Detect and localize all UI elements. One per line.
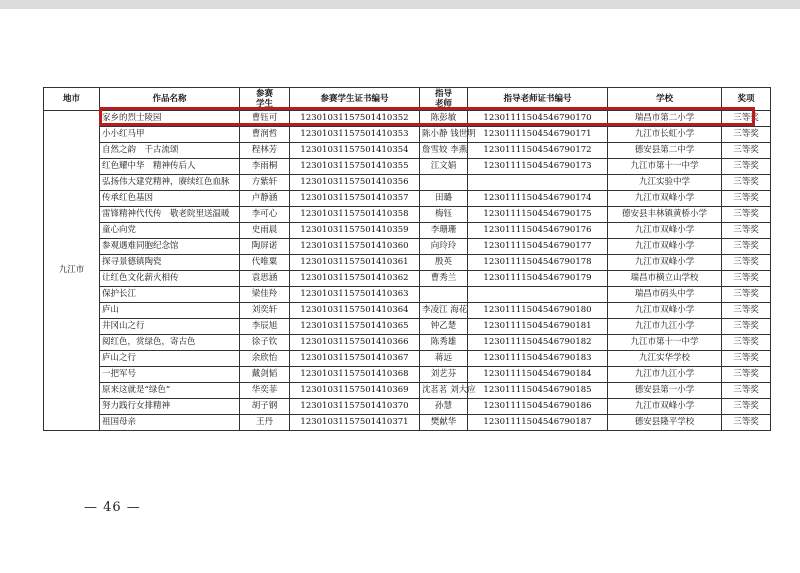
cell-teacher-cert: 12301111504546790185	[468, 383, 608, 399]
cell-teacher-cert: 12301111504546790183	[468, 351, 608, 367]
cell-award: 三等奖	[722, 111, 771, 127]
cell-work: 参观遇难同胞纪念馆	[100, 239, 240, 255]
table-row	[44, 127, 771, 143]
cell-school: 德安县第一小学	[608, 383, 722, 399]
cell-teacher-cert: 12301111504546790174	[468, 191, 608, 207]
cell-student-cert: 12301031157501410370	[290, 399, 420, 415]
header-teacher-cert: 指导老师证书编号	[468, 88, 608, 111]
cell-student-cert: 12301031157501410360	[290, 239, 420, 255]
awards-table	[43, 87, 771, 431]
cell-school: 德安县隆平学校	[608, 415, 722, 431]
cell-school: 瑞昌市横立山学校	[608, 271, 722, 287]
cell-work: 原来这就是“绿色”	[100, 383, 240, 399]
cell-school: 德安县丰林镇黄桥小学	[608, 207, 722, 223]
cell-teacher-cert: 12301111504546790176	[468, 223, 608, 239]
table-row	[44, 271, 771, 287]
cell-student: 刘奕轩	[240, 303, 290, 319]
cell-work: 小小红马甲	[100, 127, 240, 143]
cell-award: 三等奖	[722, 287, 771, 303]
cell-student: 戴剑韬	[240, 367, 290, 383]
cell-work: 阅红色，赏绿色，寄古色	[100, 335, 240, 351]
cell-school: 九江市双峰小学	[608, 239, 722, 255]
cell-award: 三等奖	[722, 415, 771, 431]
cell-work: 保护长江	[100, 287, 240, 303]
cell-teacher-cert	[468, 175, 608, 191]
cell-work: 让红色文化薪火相传	[100, 271, 240, 287]
cell-student-cert: 12301031157501410368	[290, 367, 420, 383]
cell-teacher: 向玲玲	[420, 239, 468, 255]
cell-teacher: 田璐	[420, 191, 468, 207]
cell-teacher: 李珊珊	[420, 223, 468, 239]
cell-teacher: 樊献华	[420, 415, 468, 431]
cell-student: 余欣怡	[240, 351, 290, 367]
cell-teacher-cert: 12301111504546790172	[468, 143, 608, 159]
header-teacher: 指导 老师	[420, 88, 468, 111]
cell-student-cert: 12301031157501410365	[290, 319, 420, 335]
cell-student: 曹钰可	[240, 111, 290, 127]
cell-student-cert: 12301031157501410354	[290, 143, 420, 159]
cell-award: 三等奖	[722, 175, 771, 191]
cell-student-cert: 12301031157501410366	[290, 335, 420, 351]
cell-award: 三等奖	[722, 399, 771, 415]
cell-student: 华奕菲	[240, 383, 290, 399]
cell-work: 雷锋精神代代传 敬老院里送温暖	[100, 207, 240, 223]
cell-teacher-cert: 12301111504546790184	[468, 367, 608, 383]
cell-work: 红色耀中华 精神传后人	[100, 159, 240, 175]
cell-student: 程林芳	[240, 143, 290, 159]
cell-student-cert: 12301031157501410352	[290, 111, 420, 127]
cell-student-cert: 12301031157501410361	[290, 255, 420, 271]
cell-teacher-cert: 12301111504546790187	[468, 415, 608, 431]
header-student-cert: 参赛学生证书编号	[290, 88, 420, 111]
header-student: 参赛 学生	[240, 88, 290, 111]
cell-school: 九江市第十一中学	[608, 159, 722, 175]
cell-school: 德安县第二中学	[608, 143, 722, 159]
cell-school: 九江市双峰小学	[608, 399, 722, 415]
cell-school: 九江实验中学	[608, 175, 722, 191]
cell-teacher: 孙慧	[420, 399, 468, 415]
cell-student-cert: 12301031157501410359	[290, 223, 420, 239]
cell-award: 三等奖	[722, 207, 771, 223]
cell-teacher: 刘艺芬	[420, 367, 468, 383]
table-row	[44, 255, 771, 271]
cell-work: 传承红色基因	[100, 191, 240, 207]
cell-teacher-cert: 12301111504546790181	[468, 319, 608, 335]
cell-student: 代唯粟	[240, 255, 290, 271]
cell-work: 弘扬伟大建党精神，赓续红色血脉	[100, 175, 240, 191]
table-row	[44, 335, 771, 351]
header-award: 奖项	[722, 88, 771, 111]
table-row	[44, 287, 771, 303]
table-header-row	[44, 88, 771, 111]
cell-student: 袁思涵	[240, 271, 290, 287]
cell-award: 三等奖	[722, 239, 771, 255]
cell-teacher: 蒋远	[420, 351, 468, 367]
cell-work: 一把军号	[100, 367, 240, 383]
cell-student-cert: 12301031157501410364	[290, 303, 420, 319]
table-row	[44, 367, 771, 383]
cell-award: 三等奖	[722, 191, 771, 207]
table-row	[44, 207, 771, 223]
cell-teacher: 钟乙楚	[420, 319, 468, 335]
cell-school: 瑞昌市码头中学	[608, 287, 722, 303]
cell-teacher-cert: 12301111504546790175	[468, 207, 608, 223]
cell-award: 三等奖	[722, 127, 771, 143]
table-row	[44, 175, 771, 191]
cell-school: 九江市双峰小学	[608, 223, 722, 239]
cell-student: 胡子钢	[240, 399, 290, 415]
cell-work: 庐山之行	[100, 351, 240, 367]
cell-teacher: 詹雪姣 李燕	[420, 143, 468, 159]
header-school: 学校	[608, 88, 722, 111]
cell-student-cert: 12301031157501410367	[290, 351, 420, 367]
cell-work: 努力践行女排精神	[100, 399, 240, 415]
cell-school: 九江市九江小学	[608, 319, 722, 335]
header-city: 地市	[44, 88, 100, 111]
cell-student-cert: 12301031157501410355	[290, 159, 420, 175]
cell-teacher-cert: 12301111504546790186	[468, 399, 608, 415]
table-row	[44, 319, 771, 335]
cell-teacher: 曹秀兰	[420, 271, 468, 287]
cell-award: 三等奖	[722, 223, 771, 239]
cell-work: 童心向党	[100, 223, 240, 239]
cell-student: 史雨晨	[240, 223, 290, 239]
cell-award: 三等奖	[722, 335, 771, 351]
cell-teacher: 沈茗茗 刘大应	[420, 383, 468, 399]
table-row	[44, 383, 771, 399]
cell-teacher: 梅钰	[420, 207, 468, 223]
cell-student: 曹润哲	[240, 127, 290, 143]
cell-school: 九江实华学校	[608, 351, 722, 367]
cell-school: 九江市九江小学	[608, 367, 722, 383]
cell-award: 三等奖	[722, 383, 771, 399]
cell-teacher: 陈秀雄	[420, 335, 468, 351]
header-work: 作品名称	[100, 88, 240, 111]
cell-student-cert: 12301031157501410353	[290, 127, 420, 143]
cell-school: 九江市长虹小学	[608, 127, 722, 143]
cell-teacher	[420, 175, 468, 191]
table-row	[44, 191, 771, 207]
table-row	[44, 111, 771, 127]
cell-school: 瑞昌市第二小学	[608, 111, 722, 127]
cell-teacher: 陈小静 钱世明	[420, 127, 468, 143]
cell-student: 梁佳羚	[240, 287, 290, 303]
cell-student: 王丹	[240, 415, 290, 431]
cell-student-cert: 12301031157501410357	[290, 191, 420, 207]
cell-work: 祖国母亲	[100, 415, 240, 431]
cell-student-cert: 12301031157501410371	[290, 415, 420, 431]
table-row	[44, 351, 771, 367]
page-number: — 46 —	[84, 500, 141, 515]
cell-student: 李雨桐	[240, 159, 290, 175]
cell-teacher-cert: 12301111504546790177	[468, 239, 608, 255]
cell-student-cert: 12301031157501410358	[290, 207, 420, 223]
cell-work: 家乡的烈士陵园	[100, 111, 240, 127]
cell-city: 九江市	[44, 111, 100, 431]
cell-school: 九江市第十一中学	[608, 335, 722, 351]
cell-teacher: 李凌江 海花	[420, 303, 468, 319]
cell-award: 三等奖	[722, 303, 771, 319]
table-row	[44, 303, 771, 319]
cell-school: 九江市双峰小学	[608, 191, 722, 207]
cell-teacher-cert	[468, 287, 608, 303]
table-row	[44, 399, 771, 415]
cell-award: 三等奖	[722, 255, 771, 271]
cell-school: 九江市双峰小学	[608, 303, 722, 319]
cell-student: 方紫轩	[240, 175, 290, 191]
table-row	[44, 415, 771, 431]
cell-work: 探寻景德镇陶瓷	[100, 255, 240, 271]
cell-teacher-cert: 12301111504546790170	[468, 111, 608, 127]
cell-student: 李辰旭	[240, 319, 290, 335]
cell-teacher-cert: 12301111504546790179	[468, 271, 608, 287]
cell-student: 徐子钦	[240, 335, 290, 351]
cell-student-cert: 12301031157501410369	[290, 383, 420, 399]
cell-teacher: 陈彭敏	[420, 111, 468, 127]
cell-teacher-cert: 12301111504546790178	[468, 255, 608, 271]
cell-teacher: 殷英	[420, 255, 468, 271]
cell-award: 三等奖	[722, 159, 771, 175]
cell-student: 卢静涵	[240, 191, 290, 207]
cell-award: 三等奖	[722, 351, 771, 367]
cell-teacher-cert: 12301111504546790182	[468, 335, 608, 351]
table-row	[44, 159, 771, 175]
cell-award: 三等奖	[722, 319, 771, 335]
cell-teacher-cert: 12301111504546790171	[468, 127, 608, 143]
cell-school: 九江市双峰小学	[608, 255, 722, 271]
cell-student-cert: 12301031157501410363	[290, 287, 420, 303]
cell-student-cert: 12301031157501410362	[290, 271, 420, 287]
cell-work: 自然之韵 千古流颂	[100, 143, 240, 159]
cell-award: 三等奖	[722, 143, 771, 159]
cell-teacher-cert: 12301111504546790180	[468, 303, 608, 319]
cell-award: 三等奖	[722, 367, 771, 383]
table-row	[44, 143, 771, 159]
cell-student: 陶屏诺	[240, 239, 290, 255]
cell-award: 三等奖	[722, 271, 771, 287]
cell-student-cert: 12301031157501410356	[290, 175, 420, 191]
cell-teacher	[420, 287, 468, 303]
cell-work: 庐山	[100, 303, 240, 319]
table-row	[44, 239, 771, 255]
cell-teacher: 江文娟	[420, 159, 468, 175]
table-row	[44, 223, 771, 239]
cell-student: 李可心	[240, 207, 290, 223]
cell-teacher-cert: 12301111504546790173	[468, 159, 608, 175]
cell-work: 井冈山之行	[100, 319, 240, 335]
